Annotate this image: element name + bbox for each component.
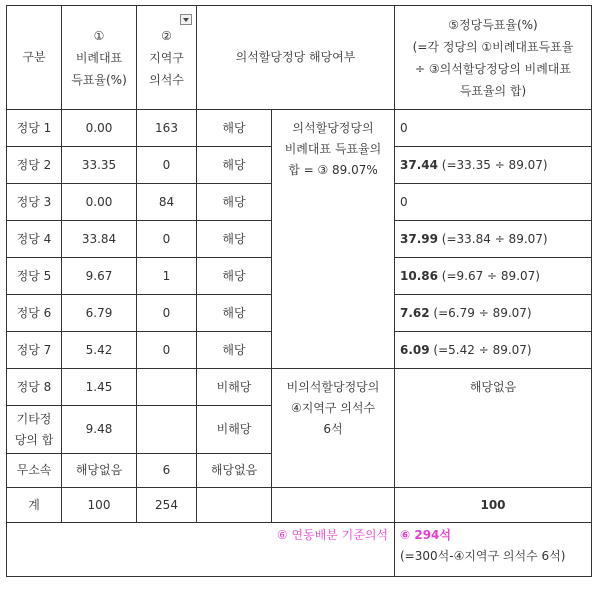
eligibility: 해당 — [197, 147, 272, 184]
filter-dropdown-icon[interactable] — [180, 14, 192, 25]
district-seats: 0 — [137, 147, 197, 184]
eligibility: 비해당 — [197, 406, 272, 454]
party-name: 정당 8 — [7, 369, 62, 406]
vote-share: 33.35 — [62, 147, 137, 184]
party-vote-share: 0 — [395, 184, 592, 221]
baseline-seats-label: ⑥ 연동배분 기준의석 — [7, 523, 395, 577]
table-row — [7, 369, 592, 406]
party-vote-share: 0 — [395, 110, 592, 147]
district-seats: 163 — [137, 110, 197, 147]
district-seats: 6 — [137, 454, 197, 488]
district-seats: 1 — [137, 258, 197, 295]
district-seats: 0 — [137, 332, 197, 369]
party-name: 무소속 — [7, 454, 62, 488]
party-name: 정당 4 — [7, 221, 62, 258]
vote-share: 1.45 — [62, 369, 137, 406]
eligibility: 해당 — [197, 332, 272, 369]
eligibility: 해당 — [197, 295, 272, 332]
eligibility: 해당 — [197, 258, 272, 295]
eligible-vote-sum-note: 의석할당정당의 비례대표 득표율의 합 = ③ 89.07% — [272, 110, 395, 369]
total-row — [7, 488, 592, 523]
eligibility: 비해당 — [197, 369, 272, 406]
eligibility: 해당 — [197, 221, 272, 258]
vote-share: 6.79 — [62, 295, 137, 332]
party-name: 정당 1 — [7, 110, 62, 147]
header-eligibility: 의석할당정당 해당여부 — [197, 6, 395, 110]
total-district-seats: 254 — [137, 488, 197, 523]
total-vote-share: 100 — [62, 488, 137, 523]
party-name: 정당 7 — [7, 332, 62, 369]
party-vote-share: 37.44 (=33.35 ÷ 89.07) — [395, 147, 592, 184]
ineligible-seats-note: 비의석할당정당의 ④지역구 의석수 6석 — [272, 369, 395, 488]
eligibility: 해당 — [197, 110, 272, 147]
total-empty — [197, 488, 272, 523]
eligibility: 해당없음 — [197, 454, 272, 488]
vote-share: 0.00 — [62, 184, 137, 221]
party-name: 정당 5 — [7, 258, 62, 295]
seat-allocation-table — [6, 5, 592, 577]
vote-share: 0.00 — [62, 110, 137, 147]
header-category: 구분 — [7, 6, 62, 110]
total-party-vote-share: 100 — [395, 488, 592, 523]
vote-share: 9.48 — [62, 406, 137, 454]
party-vote-share: 6.09 (=5.42 ÷ 89.07) — [395, 332, 592, 369]
vote-share: 해당없음 — [62, 454, 137, 488]
eligibility: 해당 — [197, 184, 272, 221]
party-vote-share: 7.62 (=6.79 ÷ 89.07) — [395, 295, 592, 332]
party-vote-share: 10.86 (=9.67 ÷ 89.07) — [395, 258, 592, 295]
header-party-vote-share: ⑤정당득표율(%) (=각 정당의 ①비례대표득표율 ÷ ③의석할당정당의 비례대표 득표율의 합) — [395, 6, 592, 110]
district-seats: 84 — [137, 184, 197, 221]
party-vote-share: 37.99 (=33.84 ÷ 89.07) — [395, 221, 592, 258]
vote-share: 33.84 — [62, 221, 137, 258]
footer-row — [7, 523, 592, 577]
total-label: 계 — [7, 488, 62, 523]
header-vote-share: ① 비례대표 득표율(%) — [62, 6, 137, 110]
party-name: 정당 6 — [7, 295, 62, 332]
not-applicable-note: 해당없음 — [395, 369, 592, 488]
header-row — [7, 6, 592, 110]
district-seats — [137, 406, 197, 454]
district-seats — [137, 369, 197, 406]
party-name: 기타정 당의 합 — [7, 406, 62, 454]
district-seats: 0 — [137, 295, 197, 332]
party-name: 정당 2 — [7, 147, 62, 184]
vote-share: 9.67 — [62, 258, 137, 295]
district-seats: 0 — [137, 221, 197, 258]
table-row — [7, 110, 592, 147]
total-empty — [272, 488, 395, 523]
seat-allocation-table-wrapper — [6, 5, 592, 577]
header-district-seats: ② 지역구 의석수 — [137, 6, 197, 110]
baseline-seats-value: ⑥ 294석 (=300석-④지역구 의석수 6석) — [395, 523, 592, 577]
vote-share: 5.42 — [62, 332, 137, 369]
party-name: 정당 3 — [7, 184, 62, 221]
